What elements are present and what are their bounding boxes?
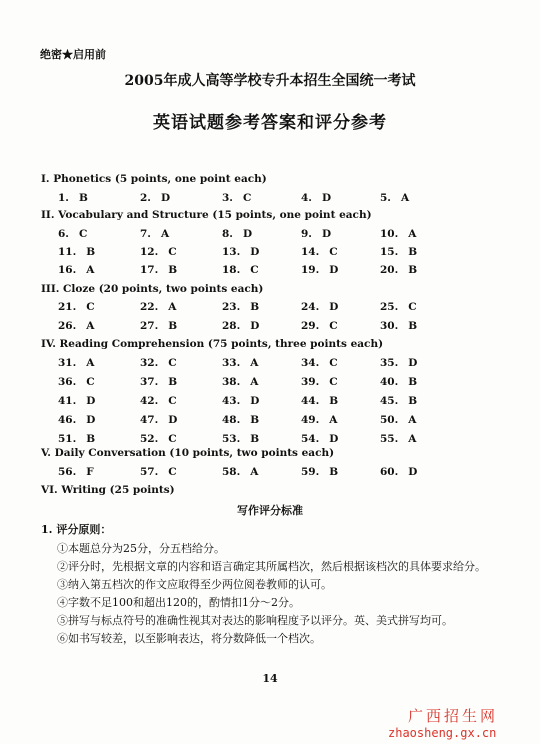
- question-number: 19.: [301, 264, 320, 276]
- question-number: 33.: [222, 357, 241, 369]
- question-number: 6.: [58, 228, 69, 240]
- answer-item: [380, 192, 409, 204]
- answer-letter: C: [250, 264, 259, 276]
- answer-letter: B: [408, 395, 418, 407]
- answer-letter: D: [321, 228, 332, 240]
- answer-row: [0, 228, 540, 242]
- question-number: 32.: [140, 357, 159, 369]
- answer-item: [58, 192, 88, 204]
- answer-item: [301, 395, 338, 407]
- answer-row: [0, 301, 540, 315]
- answer-item: [301, 264, 338, 276]
- answer-item: [222, 395, 259, 407]
- section-heading: VI. Writing (25 points): [41, 484, 175, 496]
- section-heading: I. Phonetics (5 points, one point each): [41, 173, 267, 185]
- question-number: 45.: [380, 395, 399, 407]
- answer-item: [140, 433, 177, 445]
- answer-letter: C: [329, 357, 338, 369]
- question-number: 21.: [58, 301, 77, 313]
- answer-letter: B: [168, 320, 178, 332]
- answer-letter: A: [408, 228, 417, 240]
- answer-letter: D: [242, 228, 253, 240]
- question-number: 15.: [380, 246, 399, 258]
- question-number: 47.: [140, 414, 159, 426]
- answer-item: [58, 414, 95, 426]
- question-number: 1.: [58, 192, 69, 204]
- answer-item: [301, 301, 338, 313]
- answer-letter: B: [86, 433, 96, 445]
- answer-letter: C: [86, 301, 95, 313]
- question-number: 48.: [222, 414, 241, 426]
- answer-item: [140, 466, 177, 478]
- answer-item: [140, 320, 177, 332]
- answer-letter: A: [400, 192, 410, 204]
- answer-item: [301, 357, 338, 369]
- answer-item: [380, 246, 417, 258]
- question-number: 28.: [222, 320, 241, 332]
- question-number: 14.: [301, 246, 320, 258]
- answer-letter: C: [329, 376, 338, 388]
- answer-letter: C: [78, 228, 88, 240]
- question-number: 20.: [380, 264, 399, 276]
- answer-item: [301, 320, 338, 332]
- answer-letter: C: [168, 466, 177, 478]
- question-number: 7.: [140, 228, 151, 240]
- question-number: 38.: [222, 376, 241, 388]
- answer-item: [301, 433, 338, 445]
- answer-letter: A: [250, 466, 259, 478]
- answer-letter: C: [168, 395, 177, 407]
- answer-item: [140, 228, 169, 240]
- answer-letter: C: [329, 320, 338, 332]
- answer-item: [380, 264, 417, 276]
- question-number: 59.: [301, 466, 320, 478]
- question-number: 55.: [380, 433, 399, 445]
- answer-letter: A: [86, 357, 95, 369]
- answer-letter: B: [329, 395, 339, 407]
- question-number: 16.: [58, 264, 77, 276]
- answer-item: [58, 376, 95, 388]
- answer-letter: B: [250, 414, 260, 426]
- question-number: 30.: [380, 320, 399, 332]
- answer-item: [380, 357, 417, 369]
- section-heading: V. Daily Conversation (10 points, two points each): [41, 447, 335, 459]
- answer-item: [380, 228, 416, 240]
- answer-item: [222, 357, 258, 369]
- question-number: 44.: [301, 395, 320, 407]
- answer-item: [301, 228, 331, 240]
- criterion-item: ②评分时，先根据文章的内容和语言确定其所属档次，然后根据该档次的具体要求给分。: [57, 560, 486, 573]
- answer-item: [222, 301, 259, 313]
- question-number: 42.: [140, 395, 159, 407]
- answer-letter: D: [329, 264, 339, 276]
- question-number: 36.: [58, 376, 77, 388]
- question-number: 40.: [380, 376, 399, 388]
- question-number: 25.: [380, 301, 399, 313]
- answer-letter: C: [168, 246, 177, 258]
- criterion-item: ③纳入第五档次的作文应取得至少两位阅卷教师的认可。: [57, 578, 332, 591]
- answer-item: [380, 320, 417, 332]
- answer-item: [222, 433, 259, 445]
- answer-letter: D: [321, 192, 332, 204]
- section-heading: III. Cloze (20 points, two points each): [41, 283, 264, 295]
- answer-row: [0, 466, 540, 480]
- question-number: 10.: [380, 228, 399, 240]
- answer-letter: D: [408, 357, 418, 369]
- answer-row: [0, 264, 540, 278]
- answer-letter: A: [86, 264, 95, 276]
- section-heading: II. Vocabulary and Structure (15 points, one point each): [41, 209, 372, 221]
- writing-criteria-title: 写作评分标准: [237, 504, 303, 517]
- answer-letter: C: [86, 376, 95, 388]
- answer-item: [140, 376, 177, 388]
- answer-item: [301, 192, 331, 204]
- question-number: 46.: [58, 414, 77, 426]
- question-number: 24.: [301, 301, 320, 313]
- answer-letter: B: [408, 320, 418, 332]
- answer-item: [140, 395, 177, 407]
- answer-letter: B: [86, 246, 96, 258]
- answer-item: [140, 264, 177, 276]
- question-number: 56.: [58, 466, 77, 478]
- answer-row: [0, 320, 540, 334]
- answer-letter: A: [250, 376, 259, 388]
- question-number: 11.: [58, 246, 77, 258]
- question-number: 17.: [140, 264, 159, 276]
- answer-letter: C: [242, 192, 252, 204]
- criterion-item: ⑥如书写较差，以至影响表达，将分数降低一个档次。: [57, 632, 321, 645]
- answer-item: [380, 395, 417, 407]
- question-number: 37.: [140, 376, 159, 388]
- question-number: 39.: [301, 376, 320, 388]
- question-number: 41.: [58, 395, 77, 407]
- answer-letter: B: [329, 466, 339, 478]
- criteria-heading: 1. 评分原则：: [41, 523, 112, 536]
- answer-item: [222, 414, 259, 426]
- criterion-item: ⑤拼写与标点符号的准确性视其对表达的影响程度予以评分。英、美式拼写均可。: [57, 614, 453, 627]
- answer-letter: C: [408, 301, 417, 313]
- answer-letter: D: [250, 246, 260, 258]
- question-number: 60.: [380, 466, 399, 478]
- answer-item: [301, 246, 338, 258]
- answer-letter: A: [329, 414, 338, 426]
- answer-letter: B: [78, 192, 88, 204]
- answer-item: [58, 395, 95, 407]
- question-number: 58.: [222, 466, 241, 478]
- answer-item: [380, 414, 416, 426]
- question-number: 52.: [140, 433, 159, 445]
- answer-item: [140, 246, 177, 258]
- answer-row: [0, 414, 540, 428]
- answer-row: [0, 376, 540, 390]
- answer-letter: D: [250, 320, 260, 332]
- answer-letter: B: [168, 264, 178, 276]
- answer-letter: D: [250, 395, 260, 407]
- page-number: 14: [262, 672, 278, 685]
- answer-letter: B: [168, 376, 178, 388]
- answer-item: [301, 414, 337, 426]
- criterion-item: ④字数不足100和超出120的，酌情扣1分～2分。: [57, 596, 300, 609]
- question-number: 35.: [380, 357, 399, 369]
- question-number: 12.: [140, 246, 159, 258]
- answer-item: [380, 376, 417, 388]
- section-heading: IV. Reading Comprehension (75 points, three points each): [41, 338, 384, 350]
- question-number: 34.: [301, 357, 320, 369]
- answer-letter: A: [408, 433, 417, 445]
- answer-item: [58, 301, 95, 313]
- answer-letter: B: [408, 246, 418, 258]
- answer-row: [0, 357, 540, 371]
- criterion-item: ①本题总分为25分，分五档给分。: [57, 542, 225, 555]
- answer-item: [140, 192, 170, 204]
- answer-item: [222, 320, 259, 332]
- answer-item: [380, 466, 417, 478]
- secret-mark: 绝密★启用前: [40, 48, 106, 61]
- answer-letter: D: [329, 301, 339, 313]
- answer-row: [0, 433, 540, 447]
- question-number: 8.: [222, 228, 233, 240]
- answer-item: [140, 301, 176, 313]
- question-number: 9.: [301, 228, 312, 240]
- answer-letter: D: [160, 192, 171, 204]
- answer-letter: A: [168, 301, 177, 313]
- answer-item: [140, 414, 177, 426]
- question-number: 23.: [222, 301, 241, 313]
- answer-letter: F: [86, 466, 94, 478]
- question-number: 43.: [222, 395, 241, 407]
- answer-letter: D: [408, 466, 418, 478]
- question-number: 3.: [222, 192, 233, 204]
- question-number: 4.: [301, 192, 312, 204]
- answer-letter: A: [160, 228, 170, 240]
- watermark-url: zhaosheng.gx.cn: [388, 726, 497, 740]
- answer-row: [0, 192, 540, 206]
- answer-letter: A: [86, 320, 95, 332]
- answer-letter: C: [329, 246, 338, 258]
- question-number: 5.: [380, 192, 391, 204]
- answer-letter: A: [408, 414, 417, 426]
- answer-row: [0, 395, 540, 409]
- answer-item: [58, 228, 87, 240]
- answer-item: [222, 192, 251, 204]
- answer-letter: A: [250, 357, 259, 369]
- answer-letter: B: [250, 433, 260, 445]
- question-number: 50.: [380, 414, 399, 426]
- question-number: 29.: [301, 320, 320, 332]
- question-number: 31.: [58, 357, 77, 369]
- question-number: 26.: [58, 320, 77, 332]
- answer-letter: B: [408, 264, 418, 276]
- question-number: 22.: [140, 301, 159, 313]
- answer-letter: D: [86, 395, 96, 407]
- question-number: 51.: [58, 433, 77, 445]
- question-number: 49.: [301, 414, 320, 426]
- answer-item: [222, 376, 258, 388]
- answer-letter: C: [168, 357, 177, 369]
- question-number: 54.: [301, 433, 320, 445]
- answer-letter: B: [408, 376, 418, 388]
- answer-item: [140, 357, 177, 369]
- question-number: 57.: [140, 466, 159, 478]
- answer-item: [380, 433, 416, 445]
- answer-item: [58, 466, 94, 478]
- answer-item: [222, 264, 259, 276]
- watermark-site-name: 广西招生网: [408, 707, 499, 725]
- answer-item: [58, 264, 94, 276]
- answer-item: [301, 376, 338, 388]
- question-number: 2.: [140, 192, 151, 204]
- answer-row: [0, 246, 540, 260]
- question-number: 53.: [222, 433, 241, 445]
- answer-letter: D: [329, 433, 339, 445]
- answer-letter: D: [168, 414, 178, 426]
- answer-letter: D: [86, 414, 96, 426]
- question-number: 13.: [222, 246, 241, 258]
- answer-item: [222, 228, 252, 240]
- answer-item: [58, 433, 95, 445]
- answer-letter: B: [250, 301, 260, 313]
- answer-item: [301, 466, 338, 478]
- answer-item: [58, 357, 94, 369]
- answer-item: [222, 246, 259, 258]
- question-number: 27.: [140, 320, 159, 332]
- question-number: 18.: [222, 264, 241, 276]
- answer-item: [58, 320, 94, 332]
- answer-item: [58, 246, 95, 258]
- answer-key-title: 英语试题参考答案和评分参考: [153, 113, 387, 133]
- answer-item: [222, 466, 258, 478]
- answer-letter: C: [168, 433, 177, 445]
- exam-title: 2005年成人高等学校专升本招生全国统一考试: [124, 73, 416, 89]
- answer-item: [380, 301, 417, 313]
